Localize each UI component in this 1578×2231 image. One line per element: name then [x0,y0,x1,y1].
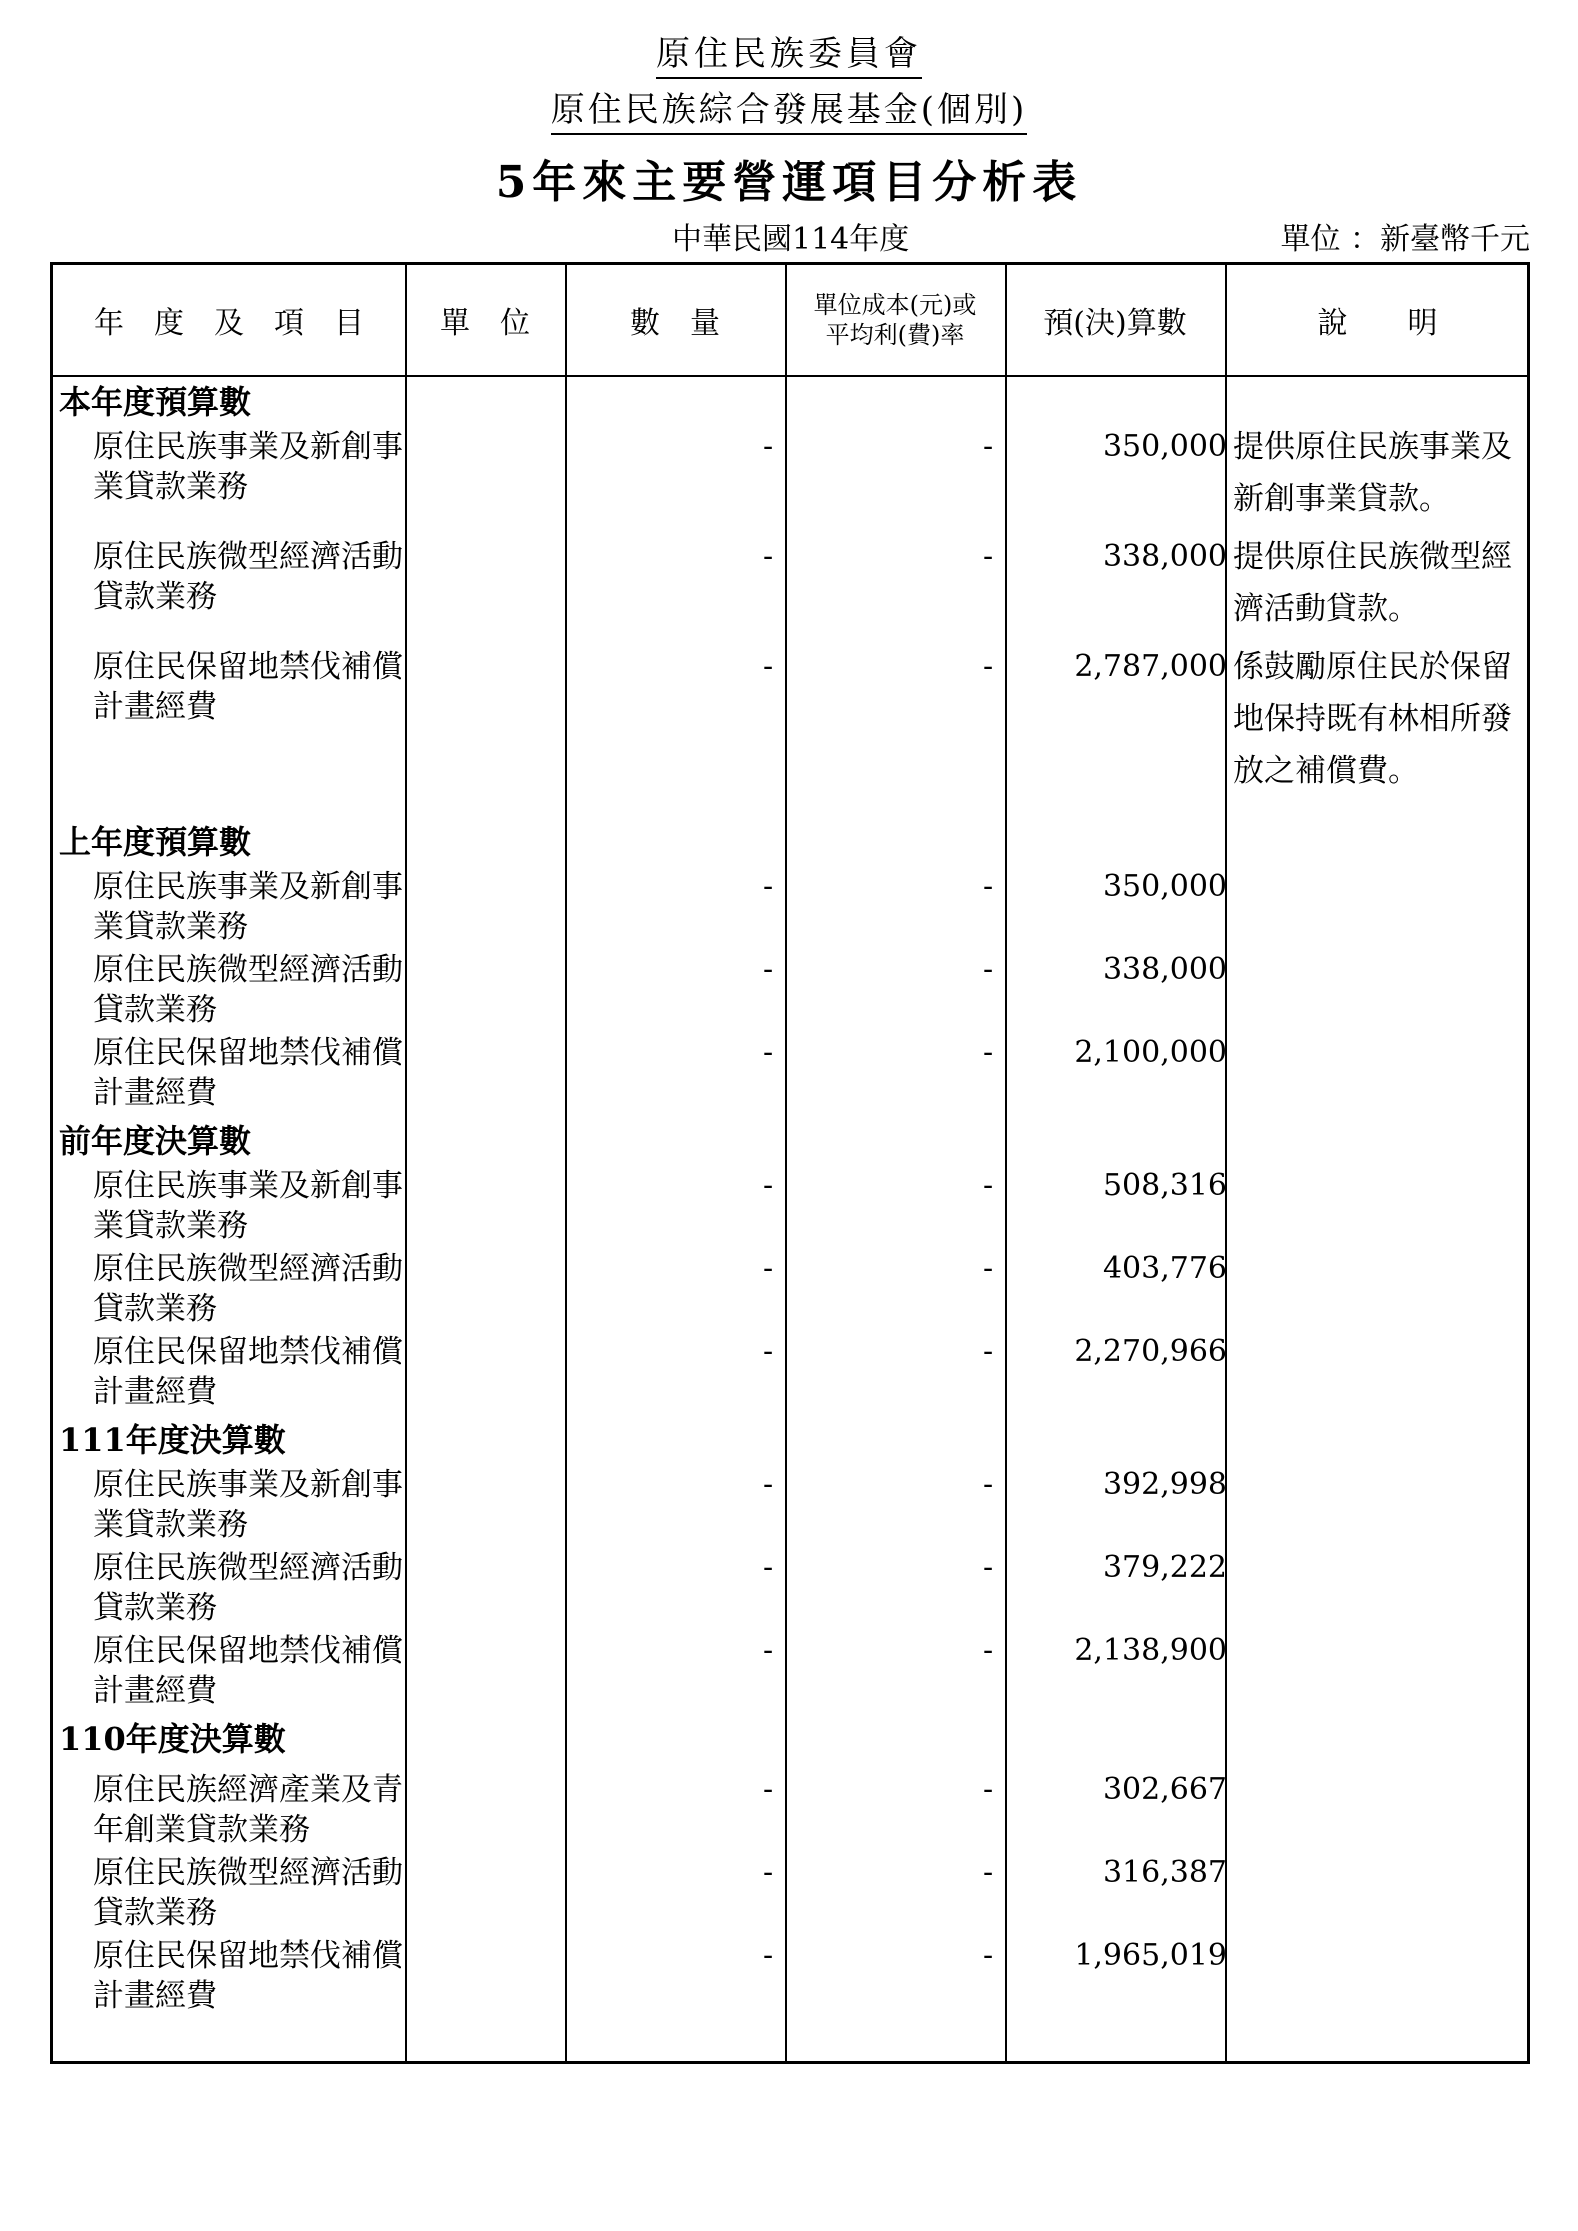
col-header-unit: 單 位 [440,306,530,341]
amount-cell: 1,965,019 [1074,1938,1227,1973]
table-row [53,1249,1527,1332]
quantity-cell: - [763,1035,774,1070]
item-name: 原住民保留地禁伐補償計畫經費 [93,1633,403,1709]
note-cell: 係鼓勵原住民於保留地保持既有林相所發放之補償費。 [1233,649,1512,789]
amount-cell: 2,787,000 [1074,649,1227,684]
item-name: 原住民保留地禁伐補償計畫經費 [93,1938,403,2014]
page-title: 5年來主要營運項目分析表 [495,157,1083,208]
quantity-cell: - [763,869,774,904]
col-header-budget: 預(決)算數 [1043,306,1187,341]
table-row [53,647,1527,817]
table-body [53,377,1527,2019]
quantity-cell: - [763,952,774,987]
col-header-cost-line1: 單位成本(元)或 [813,291,977,319]
amount-cell: 2,138,900 [1074,1633,1227,1668]
cost-cell: - [983,539,994,574]
quantity-cell: - [763,649,774,684]
cost-cell: - [983,1772,994,1807]
col-header-cost-line2: 平均利(費)率 [825,321,965,349]
table-row [53,1936,1527,2019]
table-row [53,1465,1527,1548]
amount-cell: 338,000 [1102,952,1227,987]
cost-cell: - [983,952,994,987]
currency-unit: 單位 ：新臺幣千元 [1280,222,1530,257]
amount-cell: 316,387 [1102,1855,1227,1890]
section-title: 上年度預算數 [59,823,252,861]
col-header-cost [785,265,1005,375]
cost-cell: - [983,1550,994,1585]
item-name: 原住民族事業及新創事業貸款業務 [93,869,403,945]
table-row [53,1033,1527,1116]
fund-title: 原住民族綜合發展基金(個別) [0,82,1578,131]
amount-cell: 302,667 [1102,1772,1227,1807]
cost-cell: - [983,1633,994,1668]
cost-cell: - [983,1855,994,1890]
amount-cell: 392,998 [1102,1467,1227,1502]
fiscal-period: 中華民國114年度 [672,222,910,257]
cost-cell: - [983,1334,994,1369]
item-name: 原住民族事業及新創事業貸款業務 [93,1467,403,1543]
cost-cell: - [983,1938,994,1973]
cost-cell: - [983,869,994,904]
quantity-cell: - [763,1334,774,1369]
table-row [53,1332,1527,1415]
table-row [53,950,1527,1033]
table-row [53,537,1527,647]
item-name: 原住民族經濟產業及青年創業貸款業務 [93,1772,403,1848]
item-name: 原住民族事業及新創事業貸款業務 [93,1168,403,1244]
quantity-cell: - [763,1772,774,1807]
item-name: 原住民族微型經濟活動貸款業務 [93,1855,403,1931]
section-title: 111年度決算數 [59,1421,286,1459]
table-row [53,1631,1527,1714]
section-title: 本年度預算數 [59,383,252,421]
table-row [53,1548,1527,1631]
quantity-cell: - [763,539,774,574]
cost-cell: - [983,1168,994,1203]
item-name: 原住民族微型經濟活動貸款業務 [93,952,403,1028]
col-header-note: 說 明 [1317,306,1438,341]
quantity-cell: - [763,1855,774,1890]
item-name: 原住民保留地禁伐補償計畫經費 [93,649,403,725]
quantity-cell: - [763,1550,774,1585]
amount-cell: 403,776 [1102,1251,1227,1286]
item-name: 原住民保留地禁伐補償計畫經費 [93,1334,403,1410]
quantity-cell: - [763,1251,774,1286]
analysis-table [50,262,1530,2064]
item-name: 原住民保留地禁伐補償計畫經費 [93,1035,403,1111]
amount-cell: 379,222 [1102,1550,1227,1585]
table-row [53,1853,1527,1936]
table-row [53,427,1527,537]
amount-cell: 2,270,966 [1074,1334,1227,1369]
amount-cell: 350,000 [1102,429,1227,464]
cost-cell: - [983,649,994,684]
table-row [53,1166,1527,1249]
quantity-cell: - [763,1938,774,1973]
cost-cell: - [983,429,994,464]
col-header-quantity: 數 量 [630,306,720,341]
amount-cell: 2,100,000 [1074,1035,1227,1070]
amount-cell: 338,000 [1102,539,1227,574]
table-row [53,1770,1527,1853]
item-name: 原住民族微型經濟活動貸款業務 [93,1251,403,1327]
quantity-cell: - [763,1633,774,1668]
quantity-cell: - [763,429,774,464]
agency-title: 原住民族委員會 [0,26,1578,75]
table-row [53,867,1527,950]
quantity-cell: - [763,1168,774,1203]
quantity-cell: - [763,1467,774,1502]
section-title: 110年度決算數 [59,1720,286,1758]
cost-cell: - [983,1251,994,1286]
amount-cell: 508,316 [1102,1168,1227,1203]
col-header-item: 年 度 及 項 目 [94,306,364,341]
note-cell: 提供原住民族微型經濟活動貸款。 [1233,539,1512,627]
note-cell: 提供原住民族事業及新創事業貸款。 [1233,429,1512,517]
cost-cell: - [983,1035,994,1070]
cost-cell: - [983,1467,994,1502]
item-name: 原住民族微型經濟活動貸款業務 [93,1550,403,1626]
item-name: 原住民族微型經濟活動貸款業務 [93,539,403,615]
section-title: 前年度決算數 [59,1122,252,1160]
item-name: 原住民族事業及新創事業貸款業務 [93,429,403,505]
amount-cell: 350,000 [1102,869,1227,904]
